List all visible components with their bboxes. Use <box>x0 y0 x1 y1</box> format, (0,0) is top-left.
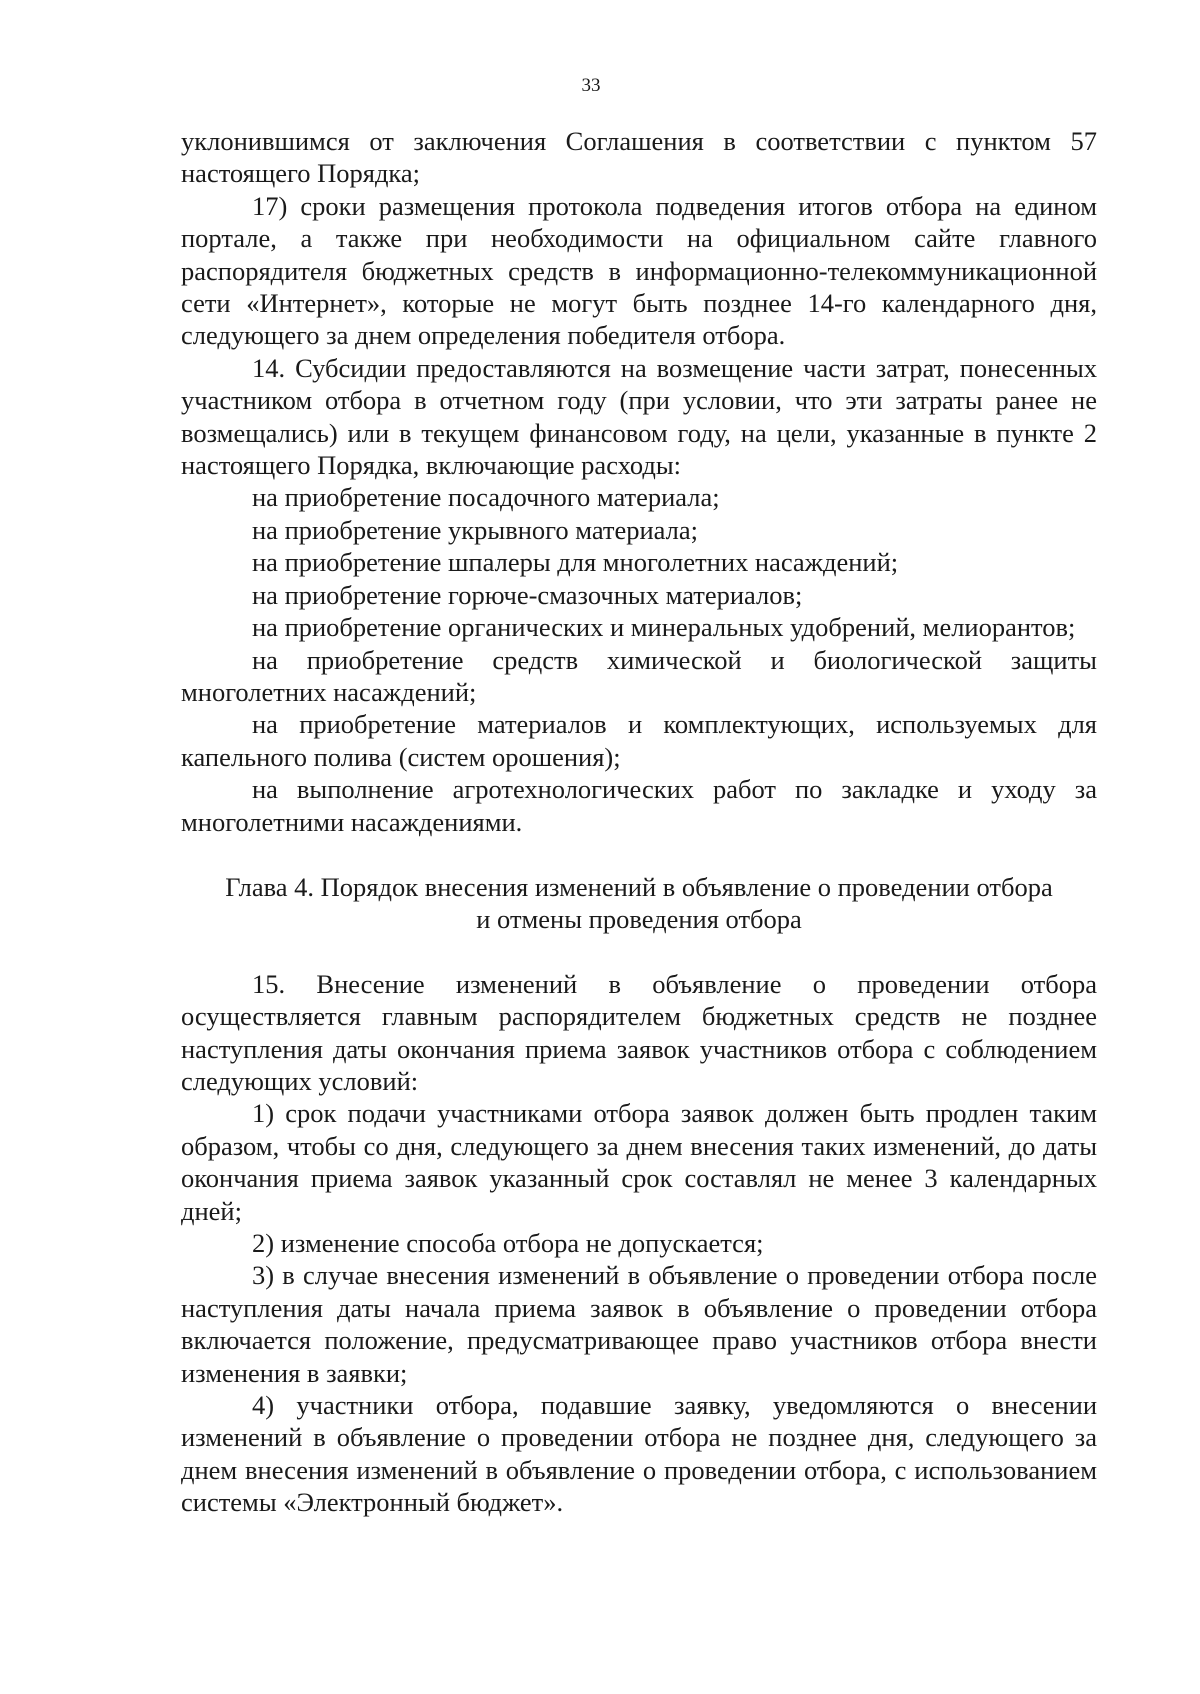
page-number: 33 <box>581 75 601 96</box>
chapter-heading <box>181 871 1097 936</box>
chapter-heading-line-1: Глава 4. Порядок внесения изменений в объявление о проведении отбора <box>225 871 1053 902</box>
paragraph-clause-15: 15. Внесение изменений в объявление о проведении отбора осуществляется главным распорядителем бюджетных средств не позднее наступления даты окончания приема заявок участников отбора с соблюдением следующих условий: <box>181 968 1097 1096</box>
list-item-expense: на приобретение материалов и комплектующих, используемых для капельного полива (систем орошения); <box>181 709 1097 772</box>
spacer <box>181 936 1097 968</box>
list-item-expense: на приобретение посадочного материала; <box>252 482 720 513</box>
paragraph-clause-14: 14. Субсидии предоставляются на возмещение части затрат, понесенных участником отбора в отчетном году (при условии, что эти затраты ранее не возмещались) или в текущем финансовом году, на цели, указанные в пункте 2 настоящего Порядка, включающие расходы: <box>181 352 1097 481</box>
list-item-condition-4: 4) участники отбора, подавшие заявку, уведомляются о внесении изменений в объявление о проведении отбора не позднее дня, следующего за днем внесения изменений в объявление о проведении отбора, с использованием системы «Электронный бюджет». <box>181 1390 1097 1518</box>
spacer <box>181 838 1097 871</box>
chapter-heading-line-2: и отмены проведения отбора <box>476 904 802 935</box>
list-item-expense: на приобретение органических и минеральных удобрений, мелиорантов; <box>252 612 1076 643</box>
list-item-condition-2: 2) изменение способа отбора не допускается; <box>252 1228 764 1258</box>
list-item-expense: на приобретение укрывного материала; <box>252 514 699 545</box>
document-body <box>181 125 1097 1519</box>
list-item-expense: на приобретение шпалеры для многолетних насаждений; <box>252 547 899 578</box>
list-item-condition-1: 1) срок подачи участниками отбора заявок должен быть продлен таким образом, чтобы со дня, следующего за днем внесения таких изменений, до даты окончания приема заявок указанный срок составлял не менее 3 календарных дней; <box>181 1098 1097 1226</box>
paragraph-continuation: уклонившимся от заключения Соглашения в соответствии с пунктом 57 настоящего Порядка; <box>181 126 1097 189</box>
list-item-expense: на приобретение средств химической и биологической защиты многолетних насаждений; <box>181 644 1097 707</box>
paragraph-item-17: 17) сроки размещения протокола подведения итогов отбора на едином портале, а также при необходимости на официальном сайте главного распорядителя бюджетных средств в информационно-телекоммуникационной сети «Интернет», которые не могут быть позднее 14-го календарного дня, следующего за днем определения победителя отбора. <box>181 190 1097 351</box>
list-item-expense: на выполнение агротехнологических работ по закладке и уходу за многолетними насаждениями. <box>181 774 1097 837</box>
list-item-condition-3: 3) в случае внесения изменений в объявление о проведении отбора после наступления даты начала приема заявок в объявление о проведении отбора включается положение, предусматривающее право участников отбора внести изменения в заявки; <box>181 1260 1097 1388</box>
list-item-expense: на приобретение горюче-смазочных материалов; <box>252 579 803 610</box>
